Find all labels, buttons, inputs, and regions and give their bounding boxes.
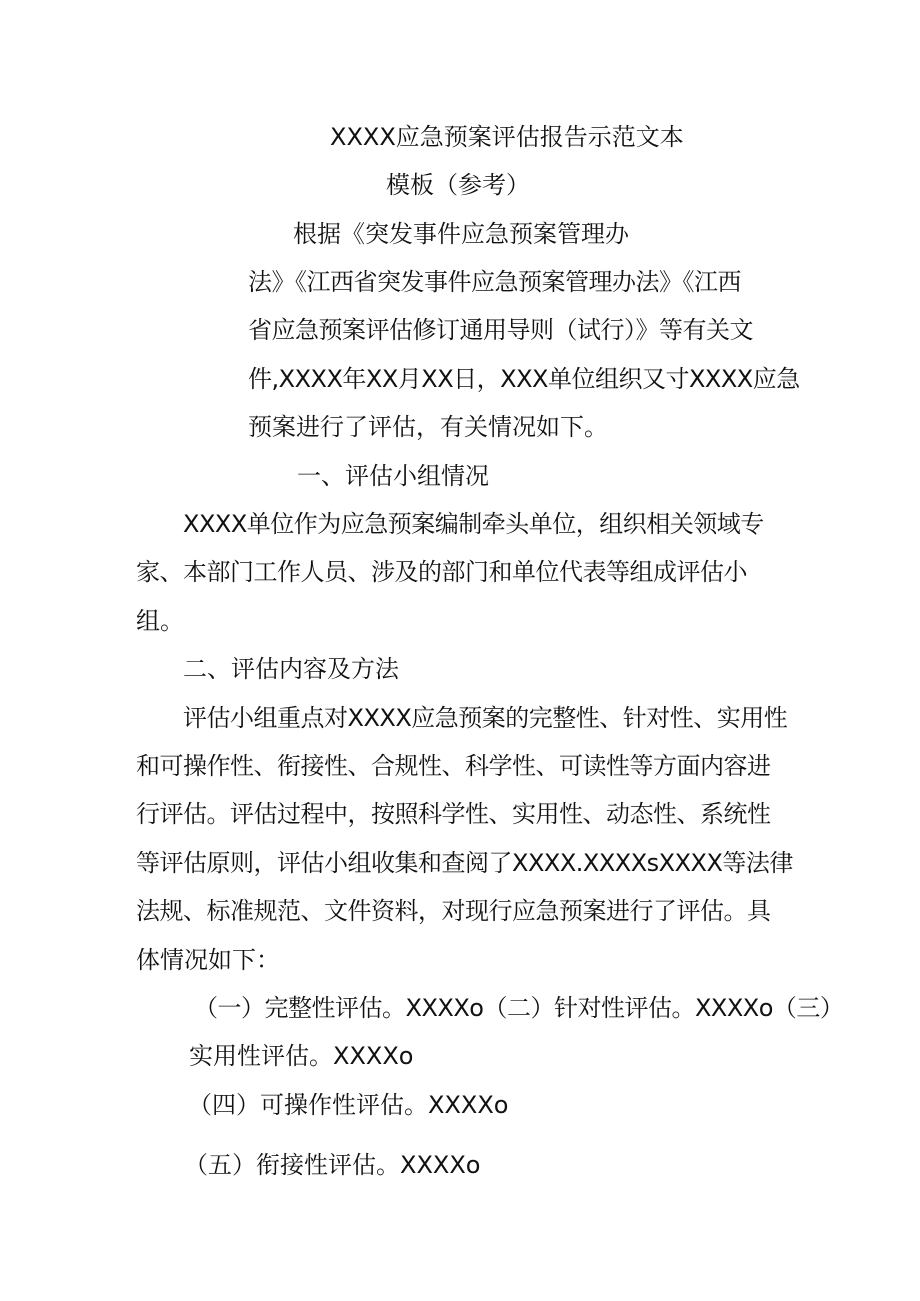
intro-line-1: 根据《突发事件应急预案管理办 (293, 220, 629, 248)
evaluation-items-line-1: （一）完整性评估。XXXXo（二）针对性评估。XXXXo（三） (194, 994, 844, 1022)
document-title: XXXX应急预案评估报告示范文本 (330, 123, 684, 151)
evaluation-items-line-2: 实用性评估。XXXXo (189, 1042, 414, 1070)
evaluation-items-line-4: （五）衔接性评估。XXXXo (184, 1151, 481, 1179)
section-2-heading: 二、评估内容及方法 (183, 655, 399, 683)
section-2-paragraph-line-2: 和可操作性、衔接性、合规性、科学性、可读性等方面内容进 (136, 752, 771, 780)
document-subtitle: 模板（参考） (386, 171, 530, 199)
section-2-paragraph-line-1: 评估小组重点对XXXX应急预案的完整性、针对性、实用性 (183, 704, 788, 732)
section-1-paragraph-line-1: XXXX单位作为应急预案编制牵头单位，组织相关领域专 (183, 510, 764, 538)
intro-line-3: 省应急预案评估修订通用导则（试行）》等有关文 (248, 316, 753, 344)
intro-line-4: 件,XXXX年XX月XX日，XXX单位组织又寸XXXX应急 (248, 365, 800, 393)
section-1-paragraph-line-2: 家、本部门工作人员、涉及的部门和单位代表等组成评估小 (136, 558, 747, 586)
section-2-paragraph-line-3: 行评估。评估过程中，按照科学性、实用性、动态性、系统性 (136, 800, 771, 828)
section-1-heading: 一、评估小组情况 (297, 462, 489, 490)
intro-line-5: 预案进行了评估，有关情况如下。 (248, 413, 608, 441)
section-2-paragraph-line-6: 体情况如下： (136, 946, 280, 974)
section-2-paragraph-line-4: 等评估原则，评估小组收集和查阅了XXXX.XXXXsXXXX等法律 (136, 849, 793, 877)
section-1-paragraph-line-3: 组。 (136, 607, 184, 635)
intro-line-2: 法》《江西省突发事件应急预案管理办法》《江西 (248, 268, 741, 296)
section-2-paragraph-line-5: 法规、标准规范、文件资料，对现行应急预案进行了评估。具 (136, 897, 771, 925)
evaluation-items-line-3: （四）可操作性评估。XXXXo (188, 1091, 509, 1119)
